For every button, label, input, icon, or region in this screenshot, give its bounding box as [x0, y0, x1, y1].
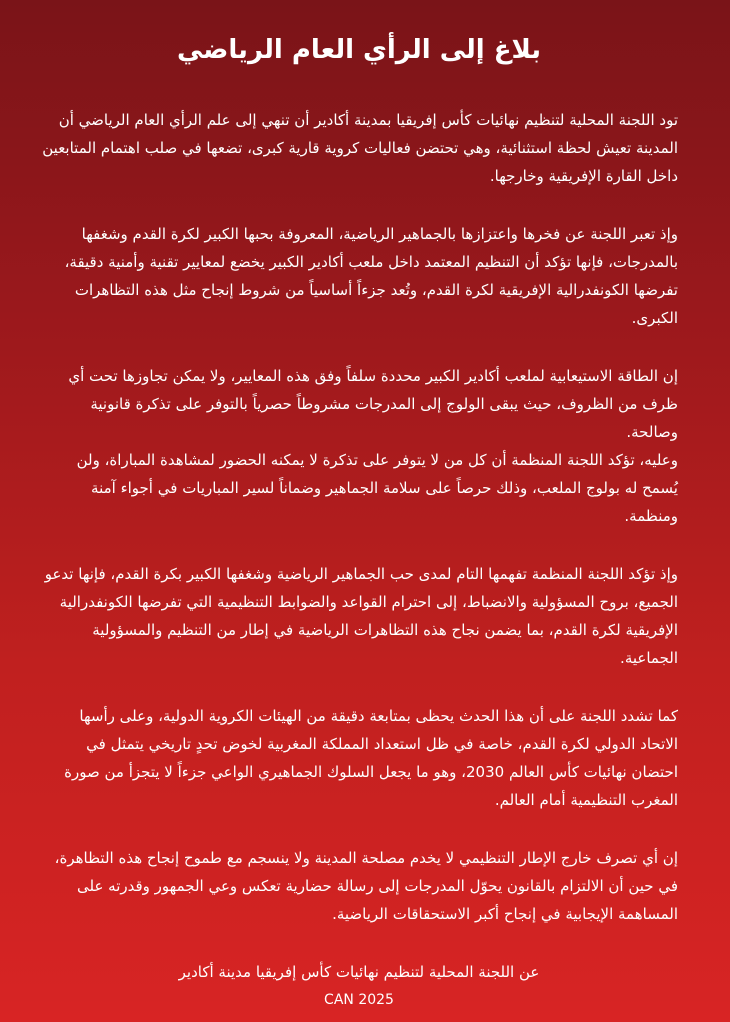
paragraph-pride: وإذ تعبر اللجنة عن فخرها واعتزازها بالجماهير الرياضية، المعروفة بحبها الكبير لكرة القدم وشغفها بالمدرجات، فإنها تؤكد أن التنظيم المعتمد داخل ملعب أكادير الكبير يخضع لمعايير تقنية وأمنية دقيقة، تفرضها الكونفدرالية الإفريقية لكرة القدم، وتُعد جزءاً أساسياً من شروط إنجاح مثل هذه التظاهرات الكبرى. — [64, 224, 678, 327]
paragraph-call-to-respect: وإذ تؤكد اللجنة المنظمة تفهمها التام لمدى حب الجماهير الرياضية وشغفها الكبير بكرة القدم، فإنها تدعو الجميع، بروح المسؤولية والانضباط، إلى احترام القواعد والضوابط التنظيمية التي تفرضها الكونفدرالية الإفريقية لكرة القدم، بما يضمن نجاح هذه التظاهرات الرياضية في إطار من التنظيم والمسؤولية الجماعية. — [44, 564, 678, 667]
paragraph-fifa-2030: كما تشدد اللجنة على أن هذا الحدث يحظى بمتابعة دقيقة من الهيئات الكروية الدولية، وعلى رأسها الاتحاد الدولي لكرة القدم، خاصة في ظل استعداد المملكة المغربية لخوض تحدٍ تاريخي يتمثل في احتضان نهائيات كأس العالم 2030، وهو ما يجعل السلوك الجماهيري الواعي جزءاً لا يتجزأ من صورة المغرب التنظيمية أمام العالم. — [64, 706, 678, 809]
paragraph-conclusion: إن أي تصرف خارج الإطار التنظيمي لا يخدم مصلحة المدينة ولا ينسجم مع طموح إنجاح هذه التظاهرة، في حين أن الالتزام بالقانون يحوّل المدرجات إلى رسالة حضارية تعكس وعي الجمهور وقدرته على المساهمة الإيجابية في إنجاح أكبر الاستحقاقات الرياضية. — [54, 848, 678, 923]
paragraph-intro: تود اللجنة المحلية لتنظيم نهائيات كأس إفريقيا بمدينة أكادير أن تنهي إلى علم الرأي العام الرياضي أن المدينة تعيش لحظة استثنائية، وهي تحتضن فعاليات كروية قارية كبرى، تضعها في صلب اهتمام المتابعين داخل القارة الإفريقية وخارجها. — [42, 110, 678, 185]
announcement-title: بلاغ إلى الرأي العام الرياضي — [176, 35, 541, 65]
signature-line: عن اللجنة المحلية لتنظيم نهائيات كأس إفريقيا مدينة أكادير — [178, 962, 540, 981]
paragraph-ticket-requirement: وعليه، تؤكد اللجنة المنظمة أن كل من لا يتوفر على تذكرة لا يمكنه الحضور لمشاهدة المباراة، ولن يُسمح له بولوج الملعب، وذلك حرصاً على سلامة الجماهير وضماناً لسير المباريات في أجواء آمنة ومنظمة. — [76, 450, 678, 525]
signature-block — [40, 958, 678, 1014]
event-code: CAN 2025 — [324, 991, 394, 1008]
paragraph-capacity: إن الطاقة الاستيعابية لملعب أكادير الكبير محددة سلفاً وفق هذه المعايير، ولا يمكن تجاوزها تحت أي ظرف من الظروف، حيث يبقى الولوج إلى المدرجات مشروطاً حصرياً بالتوفر على تذكرة قانونية وصالحة. — [68, 366, 678, 441]
